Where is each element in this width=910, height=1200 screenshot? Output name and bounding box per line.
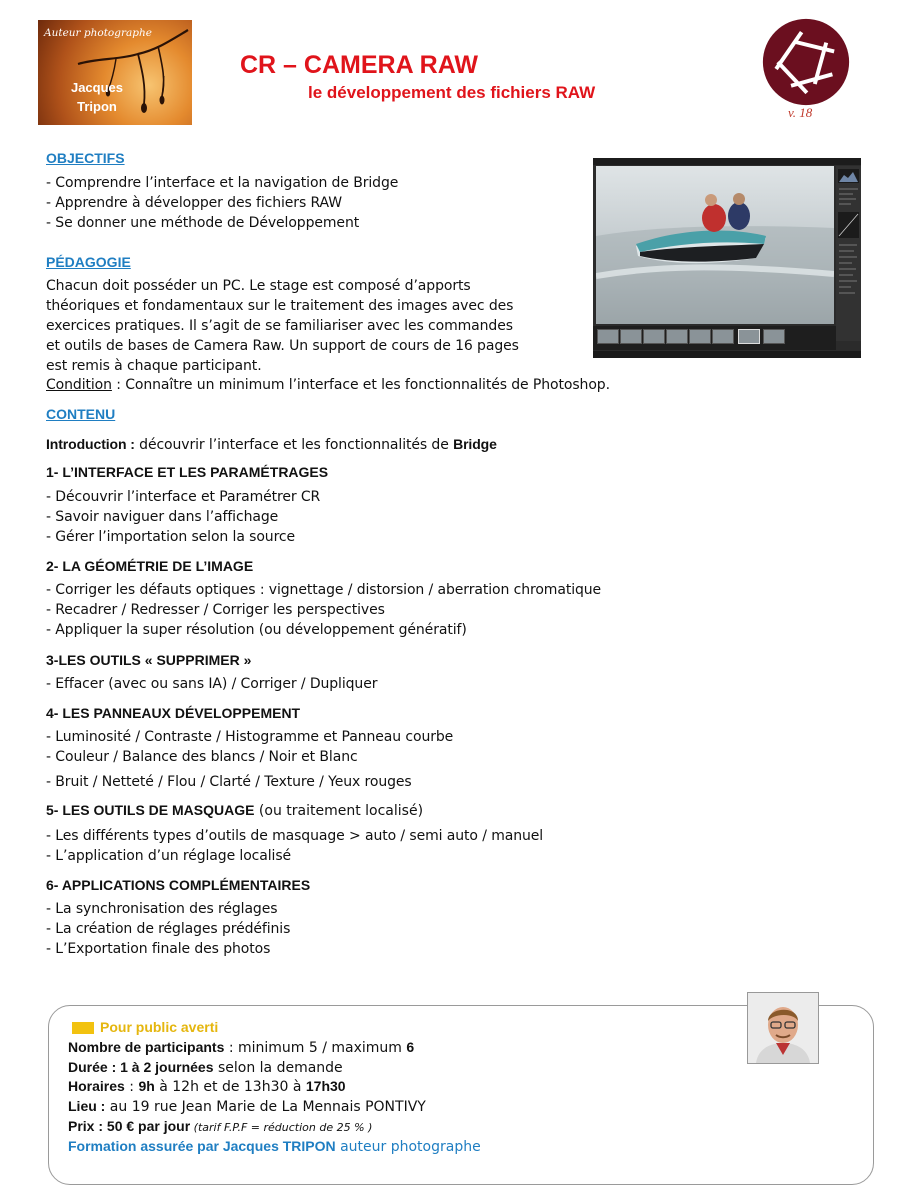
section-item: - Gérer l’importation selon la source <box>46 529 296 545</box>
section-item: - La création de réglages prédéfinis <box>46 921 291 937</box>
section-title-row <box>46 802 423 819</box>
section-item: - Corriger les défauts optiques : vignettage / distorsion / aberration chromatique <box>46 582 602 598</box>
screenshot-statusbar <box>593 351 861 358</box>
lieu-row <box>68 1098 426 1115</box>
filmstrip-thumb <box>712 329 734 344</box>
lieu-label: Lieu : <box>68 1098 106 1114</box>
section-title: 1- L’INTERFACE ET LES PARAMÉTRAGES <box>46 464 329 480</box>
objectifs-item: - Apprendre à développer des fichiers RAW <box>46 195 343 211</box>
screenshot-toolbar <box>593 158 861 165</box>
horaires-row <box>68 1078 346 1095</box>
adjustment-panel <box>836 166 861 341</box>
participants-max: 6 <box>406 1039 415 1055</box>
contenu-intro <box>46 436 497 453</box>
section-title: 3-LES OUTILS « SUPPRIMER » <box>46 652 252 668</box>
condition-text: : Connaître un minimum l’interface et les fonctionnalités de Photoshop. <box>111 377 610 393</box>
section-item: - Effacer (avec ou sans IA) / Corriger / Dupliquer <box>46 676 378 692</box>
section-item: - Les différents types d’outils de masquage > auto / semi auto / manuel <box>46 828 544 844</box>
formation-row <box>68 1138 481 1155</box>
filmstrip-thumb <box>643 329 665 344</box>
objectifs-heading: OBJECTIFS <box>46 150 125 166</box>
author-logo <box>38 20 192 125</box>
section-item: - L’Exportation finale des photos <box>46 941 271 957</box>
pedagogie-condition <box>46 377 610 393</box>
filmstrip-thumb-selected <box>738 329 760 344</box>
formation-bold: Formation assurée par Jacques TRIPON <box>68 1138 336 1154</box>
filmstrip-thumb <box>763 329 785 344</box>
section-note: (ou traitement localisé) <box>254 803 424 819</box>
pedagogie-line: théoriques et fondamentaux sur le traitement des images avec des <box>46 298 514 314</box>
pedagogie-heading: PÉDAGOGIE <box>46 254 131 270</box>
section-title: 6- APPLICATIONS COMPLÉMENTAIRES <box>46 877 311 893</box>
pedagogie-line: Chacun doit posséder un PC. Le stage est composé d’apports <box>46 278 471 294</box>
intro-text: découvrir l’interface et les fonctionnalités de <box>134 437 454 453</box>
participants-label: Nombre de participants <box>68 1039 225 1055</box>
logo-name-line1: Jacques <box>70 80 124 95</box>
audience-label: Pour public averti <box>100 1019 219 1035</box>
duree-row <box>68 1059 343 1076</box>
filmstrip-thumb <box>597 329 619 344</box>
pedagogie-line: est remis à chaque participant. <box>46 358 262 374</box>
horaires-start: 9h <box>138 1078 155 1094</box>
prix-label: Prix : 50 € par jour <box>68 1118 191 1134</box>
section-item: - Savoir naviguer dans l’affichage <box>46 509 279 525</box>
section-item: - Bruit / Netteté / Flou / Clarté / Texture / Yeux rouges <box>46 774 412 790</box>
prix-note: (tarif F.P.F = réduction de 25 % ) <box>190 1121 373 1134</box>
logo-name-line2: Tripon <box>77 99 117 114</box>
filmstrip-thumb <box>666 329 688 344</box>
pedagogie-line: exercices pratiques. Il s’agit de se familiariser avec les commandes <box>46 318 513 334</box>
horaires-end: 17h30 <box>305 1078 346 1094</box>
duree-label: Durée : 1 à 2 journées <box>68 1059 214 1075</box>
section-title: 4- LES PANNEAUX DÉVELOPPEMENT <box>46 705 301 721</box>
jetski-photo <box>596 166 834 324</box>
section-item: - Recadrer / Redresser / Corriger les perspectives <box>46 602 385 618</box>
audience-marker-icon <box>72 1022 94 1034</box>
participants-text: : minimum 5 / maximum <box>224 1040 407 1056</box>
objectifs-item: - Comprendre l’interface et la navigation de Bridge <box>46 175 399 191</box>
section-item: - L’application d’un réglage localisé <box>46 848 292 864</box>
horaires-mid: à 12h et de 13h30 à <box>154 1079 306 1095</box>
horaires-sep: : <box>124 1079 139 1095</box>
participants-row <box>68 1039 414 1056</box>
camera-raw-screenshot <box>593 158 861 358</box>
section-title: 2- LA GÉOMÉTRIE DE L’IMAGE <box>46 558 254 574</box>
section-item: - La synchronisation des réglages <box>46 901 278 917</box>
aperture-logo-icon <box>762 18 850 106</box>
version-label: v. 18 <box>788 105 813 120</box>
filmstrip-thumb <box>689 329 711 344</box>
intro-label: Introduction : <box>46 436 135 452</box>
intro-bold: Bridge <box>453 436 497 452</box>
section-item: - Appliquer la super résolution (ou développement génératif) <box>46 622 467 638</box>
condition-label: Condition <box>46 377 112 393</box>
filmstrip-thumb <box>620 329 642 344</box>
lieu-text: au 19 rue Jean Marie de La Mennais PONTIVY <box>105 1099 426 1115</box>
prix-row <box>68 1118 372 1135</box>
section-item: - Découvrir l’interface et Paramétrer CR <box>46 489 321 505</box>
horaires-label: Horaires <box>68 1078 125 1094</box>
objectifs-item: - Se donner une méthode de Développement <box>46 215 360 231</box>
pedagogie-line: et outils de bases de Camera Raw. Un support de cours de 16 pages <box>46 338 519 354</box>
contenu-heading: CONTENU <box>46 406 116 422</box>
section-item: - Couleur / Balance des blancs / Noir et Blanc <box>46 749 358 765</box>
section-item: - Luminosité / Contraste / Histogramme et Panneau courbe <box>46 729 454 745</box>
section-title: 5- LES OUTILS DE MASQUAGE <box>46 802 255 818</box>
formation-text: auteur photographe <box>335 1139 481 1155</box>
logo-tagline: Auteur photographe <box>44 27 152 39</box>
duree-text: selon la demande <box>213 1060 343 1076</box>
author-portrait-icon <box>748 993 818 1063</box>
page-title: CR – CAMERA RAW <box>240 51 478 79</box>
author-portrait <box>747 992 819 1064</box>
page-subtitle: le développement des fichiers RAW <box>308 83 596 102</box>
